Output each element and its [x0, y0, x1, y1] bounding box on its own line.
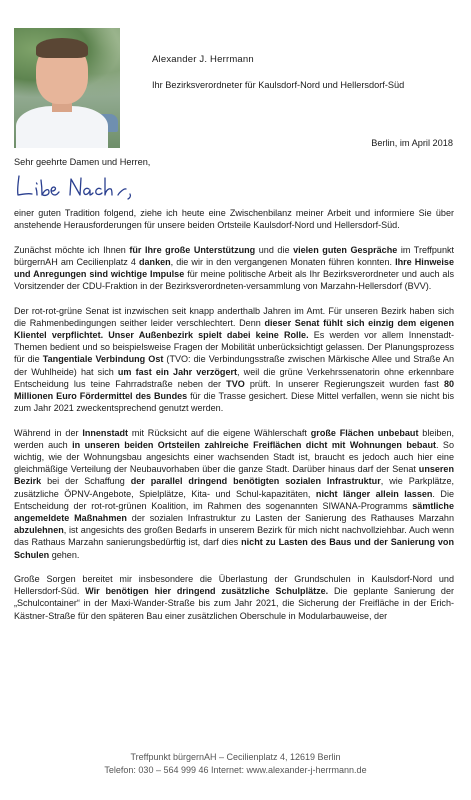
bold-text-run: für Ihre große Unterstützung: [129, 244, 256, 255]
text-run: bei der Schaffung: [41, 476, 131, 487]
paragraph: [14, 207, 454, 231]
text-run: , wie Parkplätze, zusätzliche ÖPNV-Angebote, Spielplätze, Kita- und Schul-kapazitäten,: [14, 476, 455, 499]
paragraph: [14, 427, 454, 561]
text-run: gehen.: [49, 549, 80, 560]
bold-text-run: um fast ein Jahr verzögert: [117, 366, 238, 377]
bold-text-run: danken: [138, 256, 171, 267]
text-run: Große Sorgen bereitet mir insbesondere die Überlastung der Grundschulen in Kaulsdorf-Nord und Hellersdorf-Süd.: [14, 574, 454, 597]
salutation: Sehr geehrte Damen und Herren,: [14, 157, 151, 167]
photo-hair: [36, 38, 88, 58]
text-run: , die wir in den vergangenen Monaten führen konnten.: [170, 256, 396, 267]
footer-address: Treffpunkt bürgernAH – Cecilienplatz 4, 12619 Berlin: [130, 752, 341, 762]
sender-role: Ihr Bezirksverordneter für Kaulsdorf-Nord und Hellersdorf-Süd: [152, 80, 405, 90]
text-run: Der rot-rot-grüne Senat ist inzwischen seit knapp anderthalb Jahren im Amt. Für unseren Bezirk haben sich die Rahmenbedingungen seither leider verschlechtert. Denn: [14, 305, 454, 328]
place-date: Berlin, im April 2018: [371, 138, 453, 148]
bold-text-run: Innenstadt: [82, 427, 129, 438]
bold-text-run: unseren Bezirk: [14, 464, 454, 487]
text-run: im Treffpunkt bürgernAH am Cecilienplatz 4: [14, 244, 455, 267]
text-run: , weil die grüne Verkehrssenatorin ohne erkennbare Entscheidung lus teine Fahrradstraße neben der: [14, 366, 454, 389]
text-run: , ist angesichts des großen Bedarfs in unserem Bezirk für mich nicht nachvollziehbar. Auch wenn das Rathaus Marzahn sanierungsbedürftig ist, darf dies: [14, 525, 454, 548]
paragraph: [14, 244, 454, 293]
bold-text-run: in unseren beiden Ortsteilen zahlreiche Freiflächen dicht mit Wohnungen bebaut: [72, 439, 436, 450]
bold-text-run: große Flächen unbebaut: [310, 427, 419, 438]
bold-text-run: Ihre Hinweise und Anregungen sind wichtige Impulse: [14, 256, 454, 279]
photo-shirt: [16, 106, 108, 148]
text-run: der sozialen Infrastruktur zu Lasten der Sanierung des Rathauses Marzahn: [126, 513, 454, 524]
handwritten-signature: [14, 170, 134, 202]
text-run: einer guten Tradition folgend, ziehe ich heute eine Zwischenbilanz meiner Arbeit und informiere Sie über anstehende Herausforderungen für unsere beiden Ortsteile Kaulsdorf-Nord und Hellersdorf-Süd.: [14, 208, 454, 231]
text-run: mit Rücksicht auf die eigene Wählerschaft: [128, 427, 311, 438]
text-run: . So wichtig, wie der Wohnungsbau angesichts einer wachsenden Stadt ist, braucht es jedoch auch hier eine gleichmäßige Verteilung der Neubauvorhaben über die ganze Stadt. Darüber hinaus darf der Senat: [14, 439, 455, 475]
text-run: (TVO: die Verbindungsstraße zwischen Märkische Allee und Straße An der Wuhlheide) hat sich: [14, 354, 454, 377]
text-run: und die: [255, 244, 294, 255]
footer-contact: Telefon: 030 – 564 999 46 Internet: www.alexander-j-herrmann.de: [104, 765, 367, 775]
text-run: für die Trasse gesichert. Diese Mittel verfallen, wenn sie nicht bis zum Jahr 2021 zweckentsprechend genutzt werden.: [14, 391, 454, 414]
text-run: für meine politische Arbeit als Ihr Bezirksverordneter und auch als Vorsitzender der CDU-Fraktion in der Bezirksverordneten-versammlung von Marzahn-Hellersdorf (BVV).: [14, 269, 454, 292]
portrait-photo: [14, 28, 120, 148]
sender-name: Alexander J. Herrmann: [152, 54, 254, 65]
text-run: . Die Entscheidung der rot-rot-grünen Koalition, im Rahmen des sogenannten SIWANA-Programms: [14, 488, 454, 511]
text-run: prüft. In unserer Regierungszeit wurden fast: [244, 378, 444, 389]
bold-text-run: dieser Senat fühlt sich einzig dem eigenen Klientel verpflichtet. Unser Außenbezirk spielt dabei keine Rolle.: [14, 317, 454, 340]
bold-text-run: TVO: [226, 378, 245, 389]
bold-text-run: 80 Millionen Euro Fördermittel des Bundes: [14, 378, 455, 402]
text-run: Zunächst möchte ich Ihnen: [14, 244, 130, 255]
bold-text-run: der parallel dringend benötigten sozialen Infrastruktur: [130, 476, 381, 487]
bold-text-run: sämtliche angemeldete Maßnahmen: [14, 500, 454, 524]
text-run: Es werden vor allem Innenstadt-Themen bedient und so beispielsweise Fragen der Mobilität unberücksichtigt gelassen. Der Planungsprozess für die: [14, 330, 455, 365]
text-run: Die geplante Sanierung der „Schulcontainer“ in der Maxi-Wander-Straße bis zum Jahr 2021, die Sicherung der Freifläche in der Erich-Kästner-Straße für den späteren Bau einer zusätzlichen Oberschule in Modularbauweise, der: [14, 586, 454, 621]
bold-text-run: vielen guten Gespräche: [293, 244, 398, 255]
text-run: bleiben, werden auch: [14, 427, 454, 450]
bold-text-run: nicht länger allein lassen: [315, 488, 433, 499]
paragraph: [14, 305, 454, 415]
bold-text-run: abzulehnen: [14, 525, 64, 536]
paragraph: [14, 573, 454, 622]
letter-body: [14, 207, 454, 634]
bold-text-run: nicht zu Lasten des Baus und der Sanierung von Schulen: [14, 537, 454, 560]
bold-text-run: Tangentiale Verbindung Ost: [42, 354, 164, 365]
text-run: Während in der: [14, 427, 83, 438]
bold-text-run: Wir benötigen hier dringend zusätzliche Schulplätze.: [85, 586, 329, 597]
